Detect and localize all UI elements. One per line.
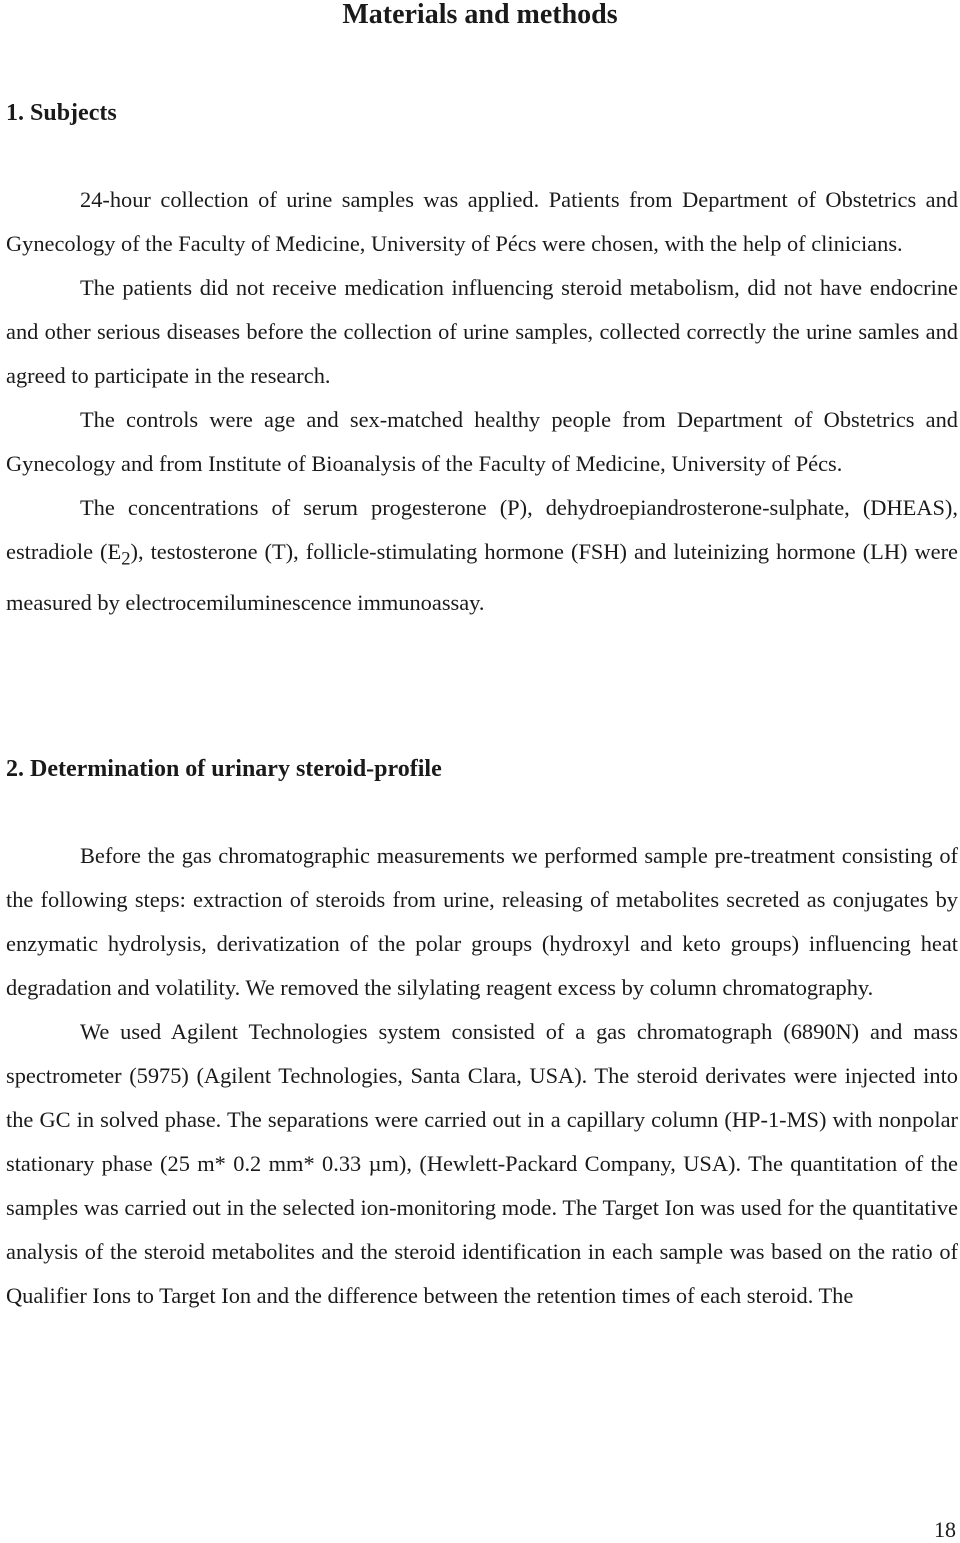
page-title: Materials and methods [342, 0, 618, 30]
paragraph: 24-hour collection of urine samples was applied. Patients from Department of Obstetrics and Gynecology of the Faculty of Medicine, University of Pécs were chosen, with the help of clinicians. [6, 187, 958, 256]
section-body-subjects [6, 178, 958, 625]
section-body-determination [6, 834, 958, 1318]
paragraph-text: The concentrations of serum progesterone (P), dehydroepiandrosterone-sulphate, (DHEAS), estradiole (E [6, 495, 958, 564]
paragraph-text: ), testosterone (T), follicle-stimulating hormone (FSH) and luteinizing hormone (LH) were measured by electrocemiluminescence immunoassay. [6, 539, 958, 616]
paragraph: We used Agilent Technologies system consisted of a gas chromatograph (6890N) and mass spectrometer (5975) (Agilent Technologies, Santa Clara, USA). The steroid derivates were injected into the GC in solved phase. The separations were carried out in a capillary column (HP-1-MS) with nonpolar stationary phase (25 m* 0.2 mm* 0.33 µm), (Hewlett-Packard Company, USA). The quantitation of the samples was carried out in the selected ion-monitoring mode. The Target Ion was used for the quantitative analysis of the steroid metabolites and the steroid identification in each sample was based on the ratio of Qualifier Ions to Target Ion and the difference between the retention times of each steroid. The [6, 1019, 958, 1308]
section-heading-determination: 2. Determination of urinary steroid-profile [6, 756, 442, 782]
paragraph [6, 486, 958, 625]
paragraph: The patients did not receive medication influencing steroid metabolism, did not have endocrine and other serious diseases before the collection of urine samples, collected correctly the urine samles and agreed to participate in the research. [6, 275, 958, 388]
paragraph: The controls were age and sex-matched healthy people from Department of Obstetrics and Gynecology and from Institute of Bioanalysis of the Faculty of Medicine, University of Pécs. [6, 407, 958, 476]
page-number: 18 [934, 1517, 956, 1542]
section-heading-subjects: 1. Subjects [6, 100, 117, 126]
subscript: 2 [121, 548, 131, 570]
paragraph: Before the gas chromatographic measurements we performed sample pre-treatment consisting of the following steps: extraction of steroids from urine, releasing of metabolites secreted as conjugates by enzymatic hydrolysis, derivatization of the polar groups (hydroxyl and keto groups) influencing heat degradation and volatility. We removed the silylating reagent excess by column chromatography. [6, 843, 958, 1000]
